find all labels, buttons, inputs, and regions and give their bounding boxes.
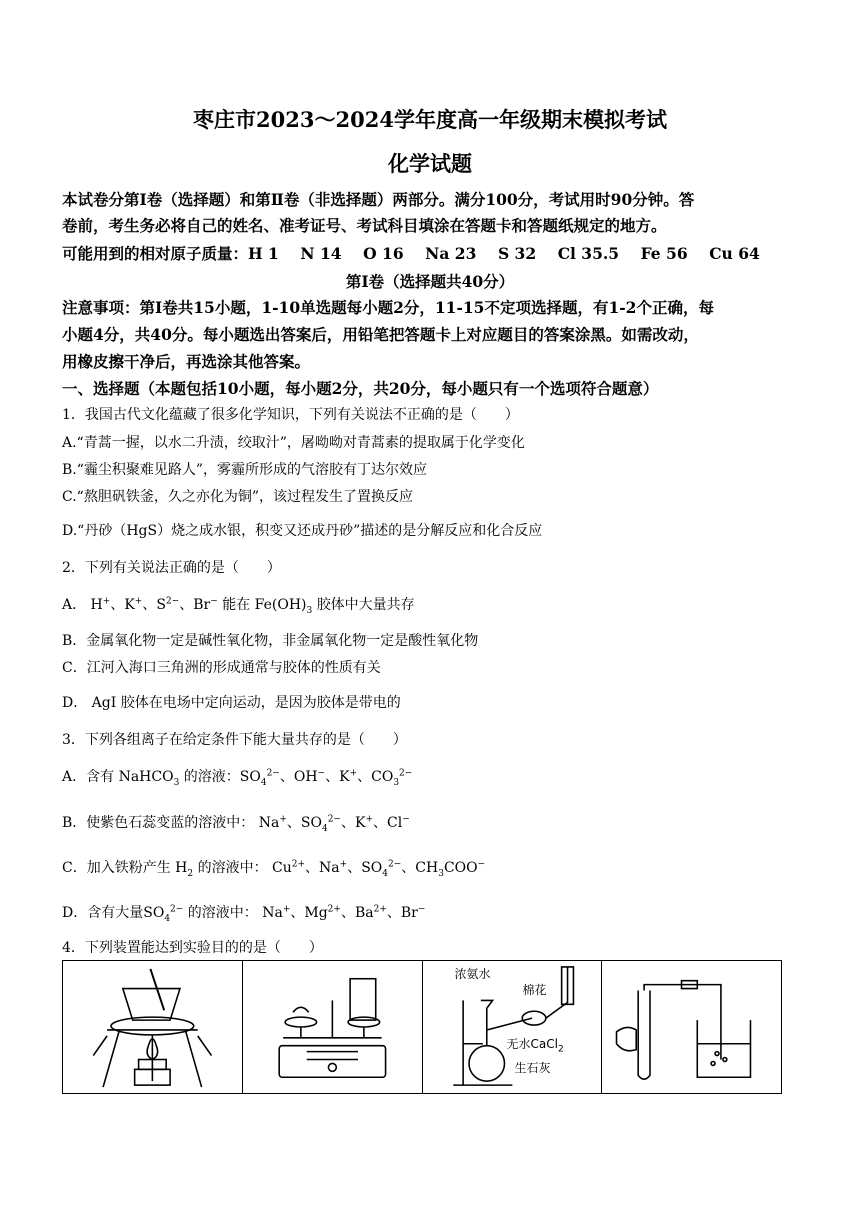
notes-line-2: 小题4分，共40分。每小题选出答案后，用铅笔把答题卡上对应题目的答案涂黑。如需改动， bbox=[62, 325, 699, 344]
apparatus-a bbox=[63, 961, 243, 1093]
q3-option-c: C．加入铁粉产生 $H_2$ 的溶液中： $Cu^{2+}$、Na+、$SO_4^{2-}$、$CH_3COO^-$ bbox=[62, 859, 486, 879]
q1-option-b: B.“霾尘积聚难见路人”，雾霾所形成的气溶胶有丁达尔效应 bbox=[62, 462, 428, 478]
intro-line-2: 卷前，考生务必将自己的姓名、准考证号、考试科目填涂在答题卡和答题纸规定的地方。 bbox=[62, 216, 667, 235]
q2-option-d: D． AgI 胶体在电场中定向运动，是因为胶体是带电的 bbox=[62, 695, 401, 711]
apparatus-c bbox=[423, 961, 603, 1093]
label-anhydrous-cacl2: 无水CaCl$_2$ bbox=[506, 1037, 564, 1055]
exam-title: 枣庄市2023～2024学年度高一年级期末模拟考试 bbox=[193, 107, 667, 132]
balance-icon bbox=[243, 961, 422, 1093]
intro-line-1: 本试卷分第Ⅰ卷（选择题）和第Ⅱ卷（非选择题）两部分。满分100分，考试用时90分钟。答 bbox=[62, 190, 695, 209]
q1-option-c: C.“熬胆矾铁釜，久之亦化为铜”，该过程发生了置换反应 bbox=[62, 489, 413, 505]
part1-heading: 第Ⅰ卷（选择题共40分） bbox=[345, 272, 515, 291]
q2-option-c: C．江河入海口三角洲的形成通常与胶体的性质有关 bbox=[62, 660, 381, 676]
q4-apparatus-table bbox=[62, 960, 782, 1094]
q3-option-d: D．含有大量$SO_4^{2-}$ 的溶液中： Na+、$Mg^{2+}$、$Ba^{2+}$、Br− bbox=[62, 904, 426, 924]
q1-stem: 1．我国古代文化蕴藏了很多化学知识，下列有关说法不正确的是（ ） bbox=[62, 407, 519, 423]
atomic-masses: 可能用到的相对原子质量：H 1 N 14 O 16 Na 23 S 32 Cl 35.5 Fe 56 Cu 64 bbox=[62, 244, 760, 263]
q2-option-b: B．金属氧化物一定是碱性氧化物，非金属氧化物一定是酸性氧化物 bbox=[62, 633, 479, 649]
gas-delivery-apparatus-icon bbox=[602, 961, 781, 1093]
apparatus-d bbox=[602, 961, 781, 1093]
q2-stem: 2．下列有关说法正确的是（ ） bbox=[62, 560, 281, 576]
q1-option-a: A.“青蒿一握，以水二升渍，绞取汁”，屠呦呦对青蒿素的提取属于化学变化 bbox=[62, 435, 525, 451]
exam-subtitle: 化学试题 bbox=[388, 151, 472, 176]
apparatus-b bbox=[243, 961, 423, 1093]
q3-stem: 3．下列各组离子在给定条件下能大量共存的是（ ） bbox=[62, 732, 407, 748]
q3-option-b: B．使紫色石蕊变蓝的溶液中： Na+、$SO_4^{2-}$、K+、Cl− bbox=[62, 814, 410, 834]
ammonia-apparatus-icon bbox=[423, 961, 602, 1093]
q2-option-a: A． H+、K+、$S^{2-}$、Br− 能在 $Fe(OH)_3$ 胶体中大量共存 bbox=[62, 596, 415, 616]
evaporation-apparatus-icon bbox=[63, 961, 242, 1093]
section-1-heading: 一、选择题（本题包括10小题，每小题2分，共20分，每小题只有一个选项符合题意） bbox=[62, 379, 659, 398]
q1-option-d: D.“丹砂（HgS）烧之成水银，积变又还成丹砂”描述的是分解反应和化合反应 bbox=[62, 523, 543, 539]
q3-option-a: A．含有 NaHCO$_3$ 的溶液：$SO_4^{2-}$、OH−、K+、$CO_3^{2-}$ bbox=[62, 768, 413, 788]
label-cotton: 棉花 bbox=[522, 983, 547, 997]
label-conc-ammonia: 浓氨水 bbox=[454, 967, 491, 981]
label-quicklime: 生石灰 bbox=[514, 1061, 551, 1075]
notes-line-1: 注意事项：第Ⅰ卷共15小题，1-10单选题每小题2分，11-15不定项选择题，有1-2个正确，每 bbox=[62, 298, 714, 317]
q4-stem: 4．下列装置能达到实验目的的是（ ） bbox=[62, 940, 323, 956]
notes-line-3: 用橡皮擦干净后，再选涂其他答案。 bbox=[62, 352, 311, 371]
